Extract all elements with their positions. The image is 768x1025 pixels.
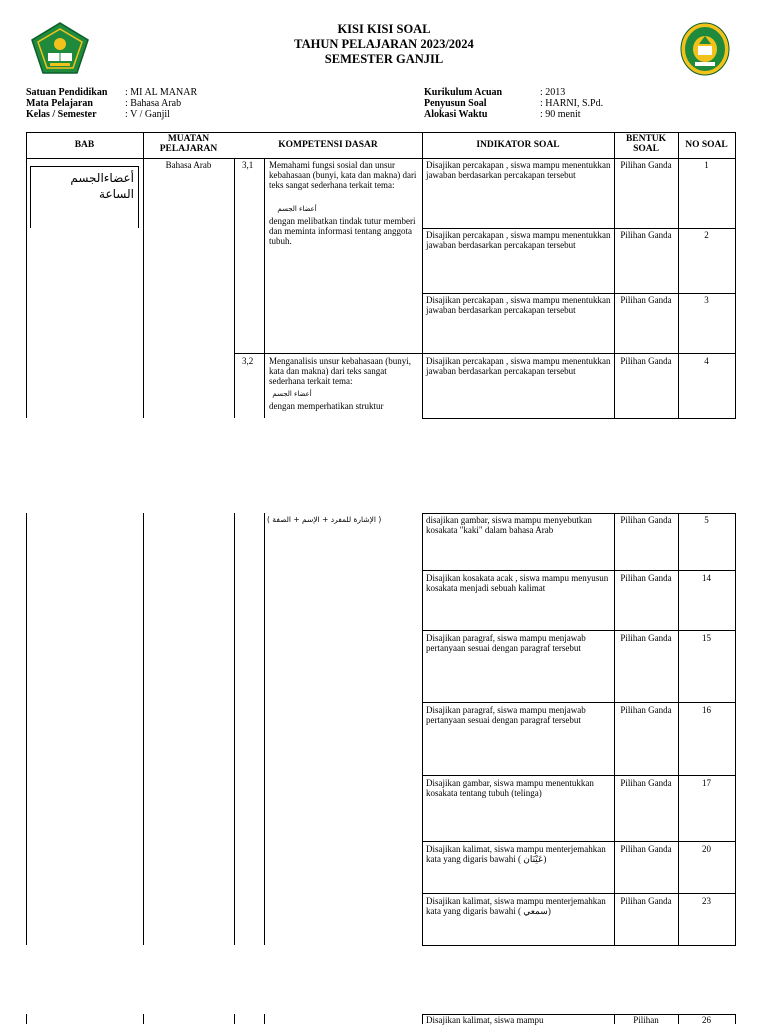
table-row-bentuk: Pilihan Ganda xyxy=(620,633,672,643)
table-row-indikator: Disajikan kalimat, siswa mampu menterjemahkan kata yang digaris bawahi ( عَيْنَان) xyxy=(426,844,606,864)
kelas-label: Kelas / Semester xyxy=(26,109,97,120)
table-row-bentuk: Pilihan Ganda xyxy=(620,160,672,170)
table-row-no: 15 xyxy=(702,633,711,643)
table-row-bentuk: Pilihan Ganda xyxy=(620,515,672,525)
table-row-bentuk: Pilihan Ganda xyxy=(620,778,672,788)
table-row-bentuk: Pilihan Ganda xyxy=(620,573,672,583)
table-row-indikator: disajikan gambar, siswa mampu menyebutkan kosakata "kaki" dalam bahasa Arab xyxy=(426,515,592,535)
table-row-no: 1 xyxy=(704,160,709,170)
table-row-no: 23 xyxy=(702,896,711,906)
kd-2-arabic: أعضاء الجسم xyxy=(272,390,312,398)
table-row-indikator: Disajikan percakapan , siswa mampu menentukkan jawaban berdasarkan percakapan tersebut xyxy=(426,230,611,250)
table-row-no: 3 xyxy=(704,295,709,305)
table-row-no: 2 xyxy=(704,230,709,240)
table-row-bentuk: Pilihan Ganda xyxy=(620,896,672,906)
header-kompetensi: KOMPETENSI DASAR xyxy=(278,140,378,150)
table-row-indikator: Disajikan kosakata acak , siswa mampu menyusun kosakata menjadi sebuah kalimat xyxy=(426,573,609,593)
table-row-no: 5 xyxy=(704,515,709,525)
table-row-no: 16 xyxy=(702,705,711,715)
kd-2-text-2: dengan memperhatikan struktur xyxy=(269,401,384,411)
kd-1-text-2: dengan melibatkan tindak tutur memberi dan meminta informasi tentang anggota tubuh. xyxy=(269,216,416,246)
kd-1-arabic: أعضاء الجسم xyxy=(277,205,317,213)
mapel-label: Mata Pelajaran xyxy=(26,98,93,109)
table-row-indikator: Disajikan percakapan , siswa mampu menentukkan jawaban berdasarkan percakapan tersebut xyxy=(426,295,611,315)
bab-arabic-text: أعضاءالجسم الساعة xyxy=(70,171,134,201)
kurikulum-label: Kurikulum Acuan xyxy=(424,87,503,98)
table-row-bentuk: Pilihan Ganda xyxy=(620,705,672,715)
school-emblem-icon xyxy=(680,22,730,77)
penyusun-value: : HARNI, S.Pd. xyxy=(540,98,604,109)
satuan-value: : MI AL MANAR xyxy=(125,87,198,98)
table-row-indikator: Disajikan percakapan , siswa mampu menentukkan jawaban berdasarkan percakapan tersebut xyxy=(426,356,611,376)
table-row-bentuk: Pilihan Ganda xyxy=(620,230,672,240)
logo-right xyxy=(680,22,730,77)
doc-title-line-1: KISI KISI SOAL xyxy=(337,22,431,36)
table-row-indikator: Disajikan gambar, siswa mampu menentukkan kosakata tentang tubuh (telinga) xyxy=(426,778,594,798)
table-row-indikator: Disajikan kalimat, siswa mampu menterjemahkan kata yang digaris bawahi ( سمعي) xyxy=(426,896,606,916)
table-row-no: 26 xyxy=(702,1015,711,1025)
table-row-no: 14 xyxy=(702,573,711,583)
alokasi-label: Alokasi Waktu xyxy=(424,109,488,120)
header-no-soal: NO SOAL xyxy=(685,140,728,150)
kd-2-text: Menganalisis unsur kebahasaan (bunyi, kata dan makna) dari teks sangat sederhana terkait tema: xyxy=(269,356,411,386)
kurikulum-value: : 2013 xyxy=(540,87,566,98)
header-bentuk: BENTUK SOAL xyxy=(625,134,667,154)
header-indikator: INDIKATOR SOAL xyxy=(476,140,560,150)
kelas-value: : V / Ganjil xyxy=(125,109,170,120)
table-row-bentuk: Pilihan Ganda xyxy=(620,356,672,366)
penyusun-label: Penyusun Soal xyxy=(424,98,487,109)
table-row-bentuk: Pilihan Ganda xyxy=(620,295,672,305)
doc-title-line-3: SEMESTER GANJIL xyxy=(324,52,444,66)
table-row-indikator: Disajikan paragraf, siswa mampu menjawab pertanyaan sesuai dengan paragraf tersebut xyxy=(426,633,586,653)
table-row-bentuk: Pilihan Ganda xyxy=(620,844,672,854)
kd-1-text: Memahami fungsi sosial dan unsur kebahasaan (bunyi, kata dan makna) dari teks sangat sederhana terkait tema: xyxy=(269,160,417,190)
table-row-bentuk: Pilihan xyxy=(633,1015,659,1025)
header-muatan: MUATAN PELAJARAN xyxy=(159,134,218,154)
table-row-no: 20 xyxy=(702,844,711,854)
muatan-text: Bahasa Arab xyxy=(165,160,212,170)
kd-2-number: 3,2 xyxy=(242,356,254,366)
table-row-no: 4 xyxy=(704,356,709,366)
kd-1-number: 3,1 xyxy=(242,160,254,170)
table-row-indikator: Disajikan percakapan , siswa mampu menentukkan jawaban berdasarkan percakapan tersebut xyxy=(426,160,611,180)
alokasi-value: : 90 menit xyxy=(540,109,581,120)
header-bab: BAB xyxy=(74,140,95,150)
table-row-indikator: Disajikan paragraf, siswa mampu menjawab pertanyaan sesuai dengan paragraf tersebut xyxy=(426,705,586,725)
table-row-indikator: Disajikan kalimat, siswa mampu xyxy=(426,1015,544,1025)
table-row-no: 17 xyxy=(702,778,711,788)
kd-2-arabic-continued: ( الإشارة للمفرد + الإسم + الصفة ) xyxy=(267,515,382,524)
mapel-value: : Bahasa Arab xyxy=(125,98,182,109)
satuan-label: Satuan Pendidikan xyxy=(26,87,108,98)
doc-title-line-2: TAHUN PELAJARAN 2023/2024 xyxy=(294,37,474,51)
